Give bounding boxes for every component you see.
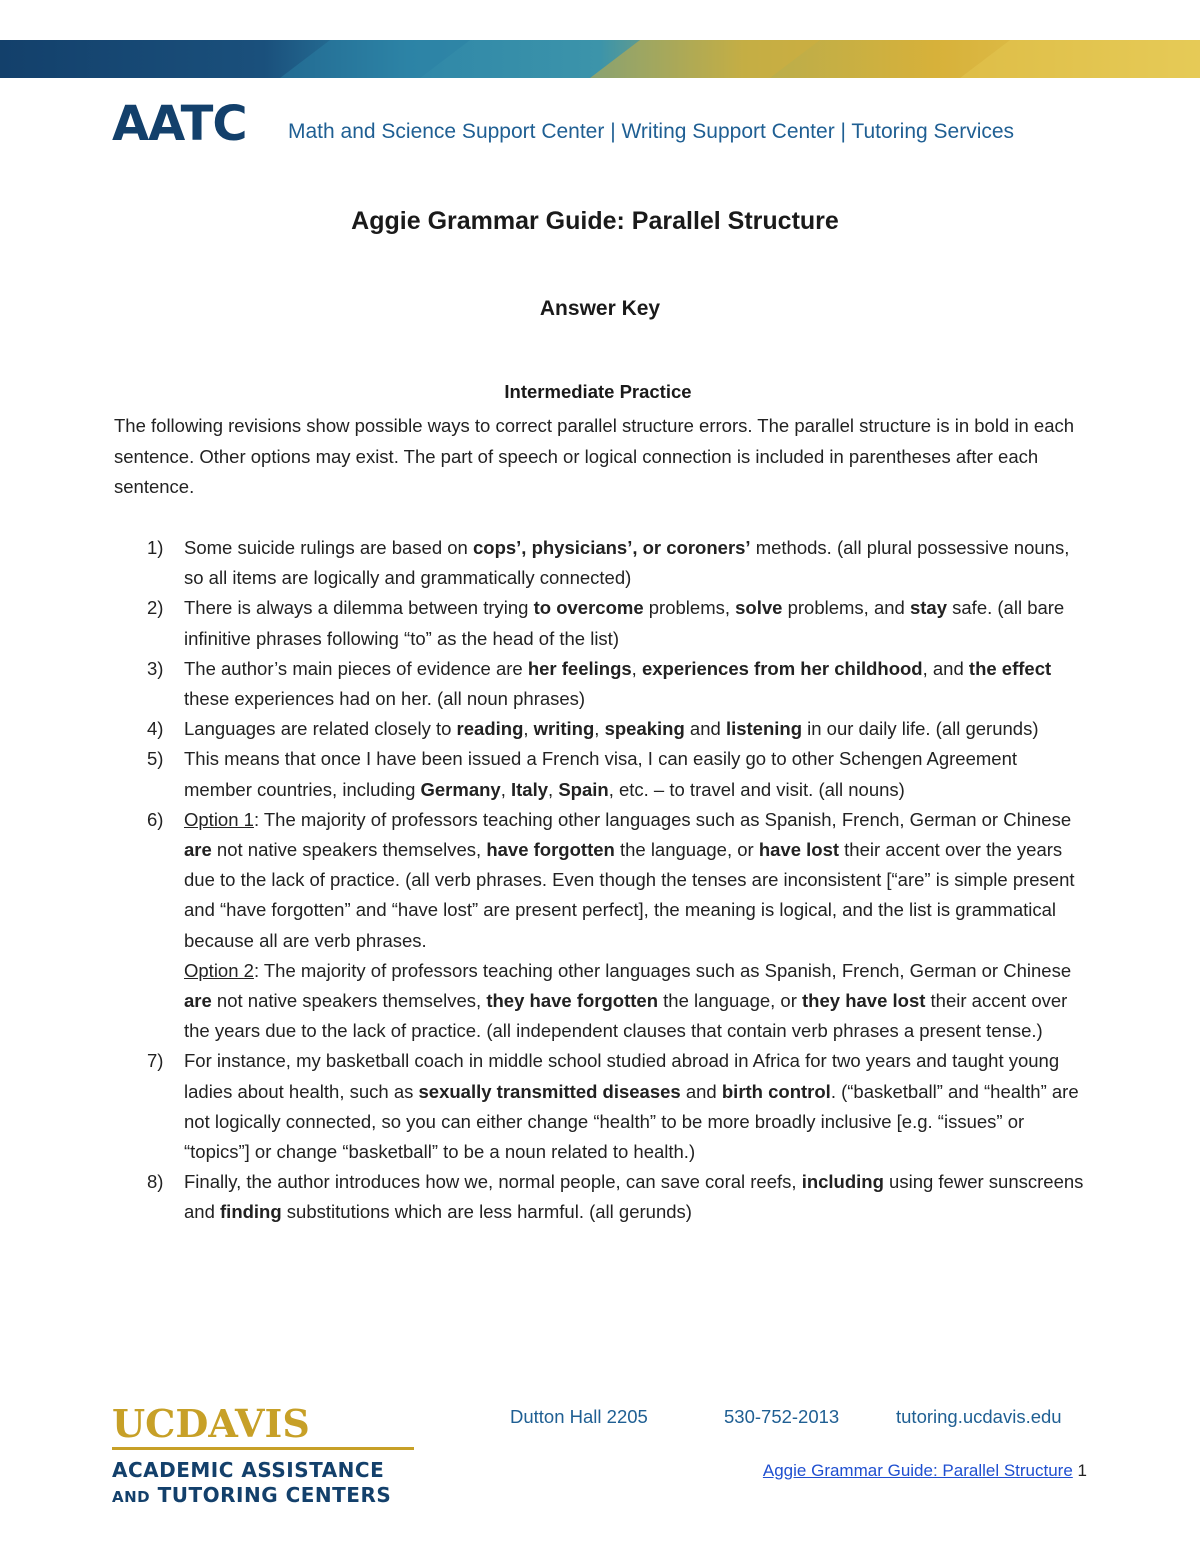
item-number: 1) — [147, 537, 164, 558]
item-text: substitutions which are less harmful. (all gerunds) — [281, 1201, 692, 1223]
item-text: Languages are related closely to — [184, 718, 457, 740]
item-text: their accent over the years due to the lack of practice. (all independent clauses that contain verb phrases a present tense.) — [184, 990, 1068, 1042]
page-subtitle: Answer Key — [539, 297, 661, 320]
bold-parallel-text: speaking — [604, 718, 685, 740]
logo-divider — [112, 1447, 414, 1450]
contact-website[interactable]: tutoring.ucdavis.edu — [896, 1406, 1062, 1427]
page-number: 1 — [1077, 1461, 1087, 1480]
item-text: This means that once I have been issued a French visa, I can easily go to other Schengen Agreement member countries, including — [184, 748, 1017, 800]
footer-doc-link[interactable]: Aggie Grammar Guide: Parallel Structure — [762, 1461, 1073, 1480]
bold-parallel-text: Spain — [558, 778, 609, 800]
bold-parallel-text: writing — [533, 718, 595, 740]
item-text: problems, — [643, 597, 736, 619]
bold-parallel-text: to overcome — [533, 597, 644, 619]
answer-item — [114, 654, 1086, 714]
bold-parallel-text: experiences from her childhood — [641, 657, 923, 679]
item-text: not native speakers themselves, — [211, 990, 487, 1012]
bold-parallel-text: are — [184, 990, 212, 1012]
item-text: , — [594, 718, 605, 740]
bold-parallel-text: solve — [735, 597, 783, 619]
item-number: 7) — [147, 1050, 164, 1072]
bold-parallel-text: Germany — [420, 778, 501, 800]
answer-list — [114, 533, 1086, 1228]
aatc-logo: AATC — [112, 96, 247, 152]
option-label: Option 1 — [184, 808, 254, 830]
bold-parallel-text: the effect — [968, 657, 1052, 679]
bold-parallel-text: reading — [456, 718, 524, 740]
bold-parallel-text: listening — [725, 718, 802, 740]
item-text: in our daily life. (all gerunds) — [802, 718, 1039, 740]
logo-line-tutoring: TUTORING CENTERS — [157, 1483, 392, 1507]
item-text: their accent over the years due to the lack of practice. (all verb phrases. Even though the tenses are inconsistent [“are” is simple present and “have forgotten” and “have lost” are present perfect], the meaning is logical, and the list is grammatical because all are verb phrases. — [184, 839, 1075, 951]
item-text: : The majority of professors teaching other languages such as Spanish, French, German or Chinese — [253, 808, 1072, 830]
answer-item — [114, 1167, 1086, 1227]
logo-line-academic-assistance: ACADEMIC ASSISTANCE — [112, 1458, 385, 1482]
item-number: 8) — [147, 1171, 164, 1193]
answer-item — [114, 593, 1086, 653]
item-text: , and — [922, 657, 969, 679]
item-text: For instance, my basketball coach in middle school studied abroad in Africa for two years and taught young ladies about health, such as — [184, 1050, 1060, 1102]
item-text: , — [523, 718, 534, 740]
answer-item — [114, 714, 1086, 744]
item-text: : The majority of professors teaching other languages such as Spanish, French, German or Chinese — [253, 959, 1072, 981]
answer-item — [114, 744, 1086, 804]
bold-parallel-text: birth control — [721, 1080, 831, 1102]
bold-parallel-text: they have lost — [802, 990, 926, 1012]
item-text: using fewer sunscreens and — [184, 1171, 1084, 1223]
item-text: , — [631, 657, 642, 679]
item-number: 3) — [147, 657, 164, 679]
item-text: , etc. – to travel and visit. (all nouns) — [608, 778, 905, 800]
bold-parallel-text: cops’, physicians’, or coroners’ — [472, 537, 751, 558]
contact-phone: 530-752-2013 — [724, 1406, 840, 1427]
item-text: the language, or — [614, 839, 759, 861]
bold-parallel-text: Italy — [511, 778, 549, 800]
item-number: 5) — [147, 748, 164, 770]
page-title: Aggie Grammar Guide: Parallel Structure — [351, 207, 839, 235]
bold-parallel-text: including — [801, 1171, 884, 1193]
item-number: 4) — [147, 718, 164, 740]
bold-parallel-text: have forgotten — [486, 839, 615, 861]
bold-parallel-text: her feelings — [527, 657, 632, 679]
header-banner — [0, 40, 1200, 78]
item-text: The author’s main pieces of evidence are — [184, 657, 528, 679]
item-text: . (“basketball” and “health” are not logically connected, so you can either change “health” to be more broadly inclusive [e.g. “issues” or “topics”] or change “basketball” to be a noun related to health.) — [184, 1080, 1079, 1163]
bold-parallel-text: they have forgotten — [486, 990, 659, 1012]
item-text: and — [684, 718, 726, 740]
contact-location: Dutton Hall 2205 — [510, 1406, 648, 1427]
bold-parallel-text: have lost — [758, 839, 840, 861]
answer-item — [114, 805, 1086, 1047]
bold-parallel-text: finding — [220, 1201, 282, 1223]
item-number: 6) — [147, 808, 164, 830]
item-text: Finally, the author introduces how we, normal people, can save coral reefs, — [184, 1171, 802, 1193]
item-text: these experiences had on her. (all noun phrases) — [184, 688, 586, 710]
bold-parallel-text: are — [184, 839, 212, 861]
logo-line-tutoring-centers — [112, 1483, 422, 1510]
item-text: problems, and — [782, 597, 910, 619]
item-text: , — [500, 778, 511, 800]
ucdavis-logo — [112, 1403, 422, 1510]
item-text: not native speakers themselves, — [211, 839, 487, 861]
bold-parallel-text: stay — [909, 597, 947, 619]
bold-parallel-text: sexually transmitted diseases — [418, 1080, 681, 1102]
item-text: the language, or — [658, 990, 803, 1012]
item-number: 2) — [147, 597, 164, 619]
page-footer — [763, 1459, 1087, 1483]
answer-item — [114, 1046, 1086, 1167]
item-text: Some suicide rulings are based on — [184, 537, 473, 558]
logo-line-and: AND — [112, 1488, 151, 1506]
item-text: There is always a dilemma between trying — [184, 597, 534, 619]
answer-item — [114, 533, 1086, 593]
section-heading: Intermediate Practice — [504, 381, 692, 402]
item-text: and — [680, 1080, 722, 1102]
ucdavis-wordmark: UCDAVIS — [112, 1401, 310, 1446]
option-label: Option 2 — [184, 959, 254, 981]
header-tagline: Math and Science Support Center | Writing Support Center | Tutoring Services — [288, 120, 1015, 143]
intro-paragraph: The following revisions show possible ways to correct parallel structure errors. The parallel structure is in bold in each sentence. Other options may exist. The part of speech or logical connection is included in parentheses after each sentence. — [114, 415, 1075, 497]
item-text: methods. (all plural possessive nouns, so all items are logically and grammatically connected) — [184, 537, 1070, 589]
item-text: , — [548, 778, 559, 800]
item-text: safe. (all bare infinitive phrases following “to” as the head of the list) — [184, 597, 1065, 649]
